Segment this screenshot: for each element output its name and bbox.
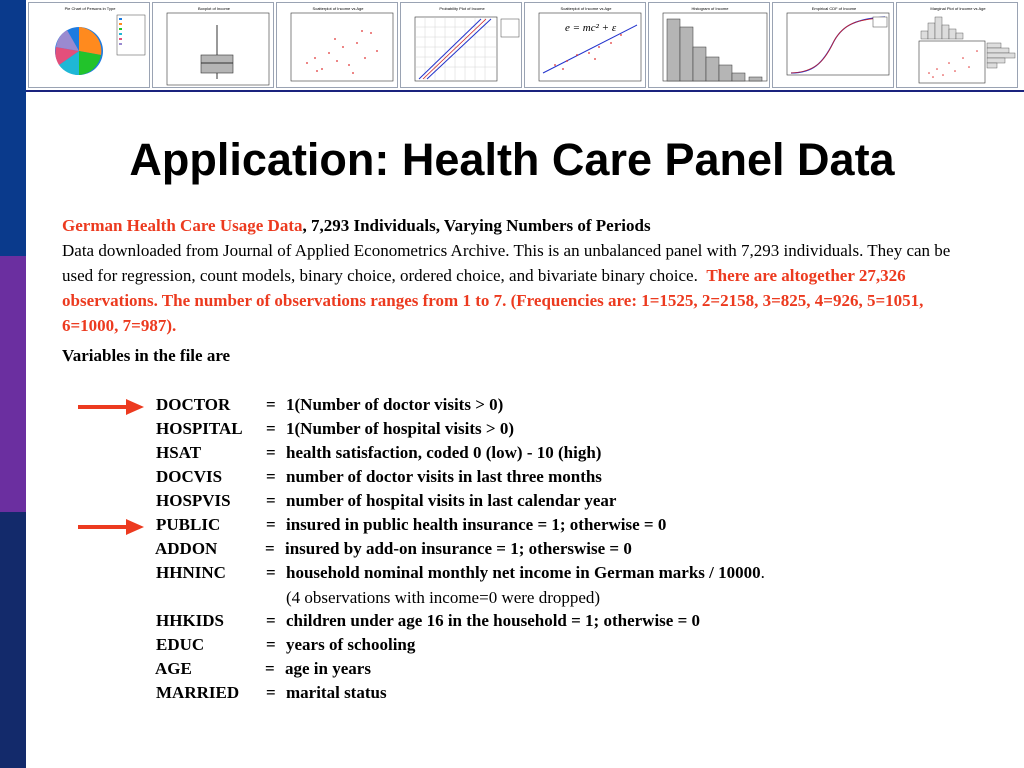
variable-name: HOSPITAL bbox=[156, 419, 243, 438]
sidebar-segment-bottom bbox=[0, 512, 26, 768]
variable-name: HSAT bbox=[156, 443, 202, 462]
variable-row-docvis bbox=[156, 465, 1016, 489]
variable-row-educ bbox=[156, 633, 1016, 657]
thumb-title: Scatterplot of Income vs Age bbox=[560, 6, 612, 11]
variable-description: years of schooling bbox=[286, 635, 416, 654]
equals-sign: = bbox=[265, 539, 275, 558]
trailing-period: . bbox=[760, 563, 765, 582]
dataset-name: German Health Care Usage Data bbox=[62, 216, 303, 235]
equals-sign: = bbox=[266, 515, 276, 534]
variable-description: children under age 16 in the household = 1; otherwise = 0 bbox=[286, 611, 701, 630]
cdf-icon bbox=[773, 3, 894, 88]
variable-row-age bbox=[155, 657, 1015, 681]
observation-summary: There are altogether 27,326 observations. The number of observations ranges from 1 to 7. (Frequencies are: 1=1525, 2=2158, 3=825, 4=926, 5=1051, 6=1000, 7=987). bbox=[62, 266, 924, 335]
variable-row-hhkids bbox=[156, 609, 1016, 633]
thumb-title: Marginal Plot of Income vs Age bbox=[930, 6, 986, 11]
chart-thumbnail-strip bbox=[26, 0, 1024, 92]
thumb-title: Histogram of Income bbox=[691, 6, 729, 11]
equals-sign: = bbox=[266, 635, 276, 654]
thumb-title: Empirical CDF of Income bbox=[811, 6, 857, 11]
probability-plot-thumbnail bbox=[400, 2, 522, 88]
equals-sign: = bbox=[265, 659, 275, 678]
histogram-thumbnail bbox=[648, 2, 770, 88]
variable-row-married bbox=[156, 681, 1016, 705]
regression-icon bbox=[525, 3, 646, 88]
pointer-arrow-icon bbox=[76, 517, 146, 537]
variable-description: 1(Number of doctor visits > 0) bbox=[286, 395, 504, 414]
variable-row-hsat bbox=[156, 441, 1016, 465]
variable-description: marital status bbox=[286, 683, 387, 702]
variable-name: AGE bbox=[155, 659, 192, 678]
equals-sign: = bbox=[266, 563, 276, 582]
variable-description: number of doctor visits in last three months bbox=[286, 467, 602, 486]
equals-sign: = bbox=[266, 683, 276, 702]
cdf-thumbnail bbox=[772, 2, 894, 88]
probability-plot-icon bbox=[401, 3, 522, 88]
scatterplot-icon bbox=[277, 3, 398, 88]
variable-name: ADDON bbox=[155, 539, 218, 558]
pie-chart-icon bbox=[29, 3, 150, 88]
pointer-arrow-icon bbox=[76, 397, 146, 417]
variable-row-hhninc bbox=[156, 561, 1016, 585]
variable-row-hospvis bbox=[156, 489, 1016, 513]
dataset-summary: , 7,293 Individuals, Varying Numbers of Periods bbox=[302, 216, 651, 235]
thumb-title: Boxplot of Income bbox=[197, 6, 231, 11]
variable-row-public bbox=[156, 513, 1016, 537]
variable-name: HOSPVIS bbox=[156, 491, 231, 510]
variable-description: 1(Number of hospital visits > 0) bbox=[286, 419, 515, 438]
thumb-title: Probability Plot of Income bbox=[439, 6, 485, 11]
variable-description: insured in public health insurance = 1; otherwise = 0 bbox=[286, 515, 667, 534]
variable-row-doctor bbox=[156, 393, 1016, 417]
variable-description: age in years bbox=[285, 659, 371, 678]
hhninc-note: (4 observations with income=0 were dropped) bbox=[286, 588, 601, 607]
marginal-plot-icon bbox=[897, 3, 1018, 88]
thumb-title: Pie Chart of Persons in Type bbox=[64, 6, 116, 11]
sidebar-segment-top bbox=[0, 0, 26, 256]
sidebar-segment-middle bbox=[0, 256, 26, 512]
pie-chart-thumbnail bbox=[28, 2, 150, 88]
variable-name: MARRIED bbox=[156, 683, 240, 702]
thumb-title: Scatterplot of Income vs Age bbox=[312, 6, 364, 11]
equals-sign: = bbox=[266, 491, 276, 510]
variable-name: HHKIDS bbox=[156, 611, 225, 630]
regression-thumbnail bbox=[524, 2, 646, 88]
intro-paragraph bbox=[62, 213, 982, 338]
variable-name: EDUC bbox=[156, 635, 205, 654]
variable-row-addon bbox=[155, 537, 1015, 561]
formula-text: e = mc² + ε bbox=[565, 22, 617, 34]
variables-heading: Variables in the file are bbox=[62, 346, 231, 365]
dataset-description: Data downloaded from Journal of Applied Econometrics Archive. This is an unbalanced panel with 7,293 individuals. They can be used for regression, count models, binary choice, ordered choice, and bivariate binary choice. bbox=[62, 241, 951, 285]
equals-sign: = bbox=[266, 611, 276, 630]
variable-name: DOCTOR bbox=[156, 395, 231, 414]
equals-sign: = bbox=[266, 395, 276, 414]
variable-description: insured by add-on insurance = 1; otherswise = 0 bbox=[285, 539, 632, 558]
histogram-icon bbox=[649, 3, 770, 88]
equals-sign: = bbox=[266, 467, 276, 486]
variable-description: number of hospital visits in last calendar year bbox=[286, 491, 617, 510]
variable-name: PUBLIC bbox=[156, 515, 221, 534]
variable-name: DOCVIS bbox=[156, 467, 223, 486]
equals-sign: = bbox=[266, 419, 276, 438]
variable-row-hospital bbox=[156, 417, 1016, 441]
left-sidebar bbox=[0, 0, 26, 768]
marginal-plot-thumbnail bbox=[896, 2, 1018, 88]
boxplot-thumbnail bbox=[152, 2, 274, 88]
scatterplot-thumbnail bbox=[276, 2, 398, 88]
variable-description: household nominal monthly net income in German marks / 10000. bbox=[286, 563, 765, 582]
slide-title: Application: Health Care Panel Data bbox=[129, 134, 895, 185]
equals-sign: = bbox=[266, 443, 276, 462]
variable-name: HHNINC bbox=[156, 563, 226, 582]
boxplot-icon bbox=[153, 3, 274, 88]
variable-description: health satisfaction, coded 0 (low) - 10 (high) bbox=[286, 443, 602, 462]
